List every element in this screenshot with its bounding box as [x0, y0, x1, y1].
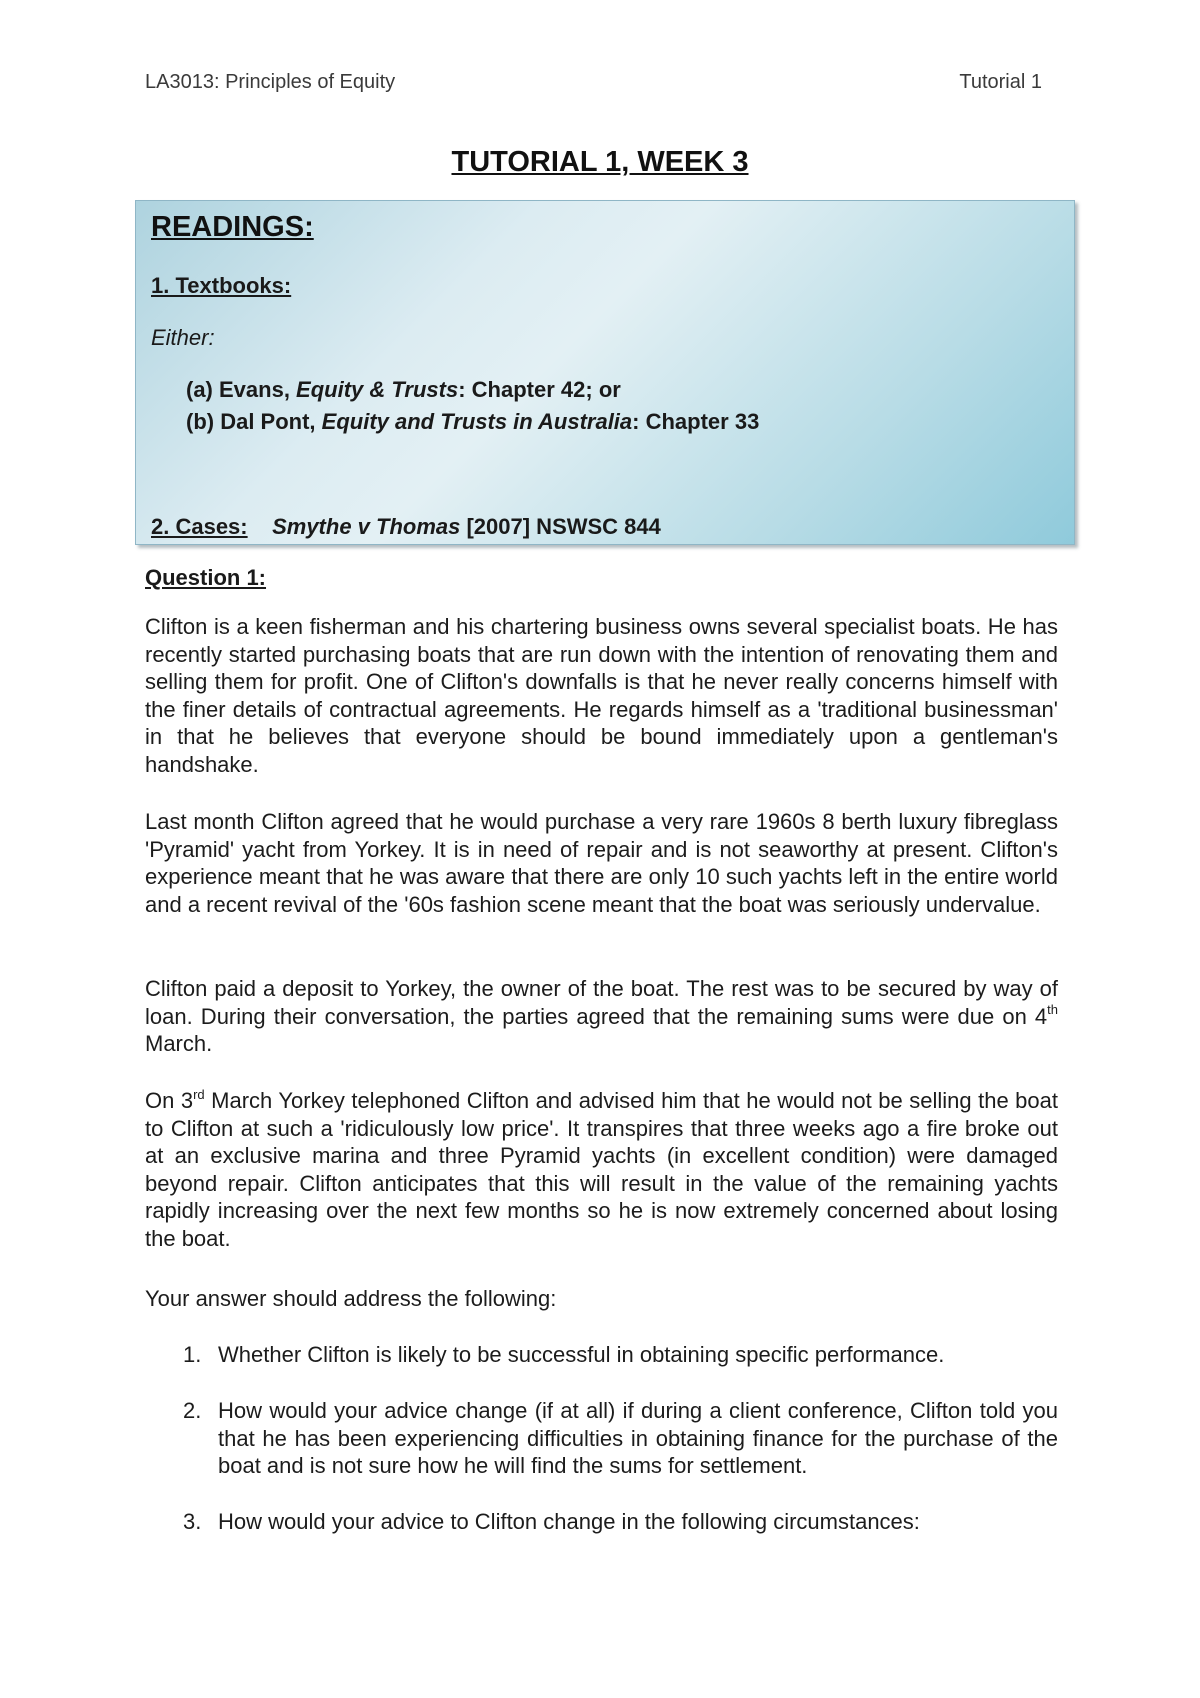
list-item-number: 2. — [183, 1398, 202, 1423]
case-name: Smythe v Thomas — [272, 514, 461, 539]
list-item-text: Whether Clifton is likely to be successful in obtaining specific performance. — [218, 1342, 945, 1367]
paragraph-5: Your answer should address the following: — [145, 1286, 557, 1311]
readings-box — [135, 200, 1075, 545]
cases-line — [151, 514, 661, 540]
paragraph-1: Clifton is a keen fisherman and his chartering business owns several specialist boats. He has recently started purchasing boats that are run down with the intention of renovating them and selling them for profit. One of Clifton's downfalls is that he never really concerns himself with the finer details of contractual agreements. He regards himself as a 'traditional businessman' in that he believes that everyone should be bound immediately upon a gentleman's handshake. — [145, 614, 1058, 777]
paragraph-3-superscript: th — [1047, 1002, 1058, 1018]
reading-ref-b — [186, 409, 759, 435]
ref-b-suffix: : Chapter 33 — [632, 409, 760, 434]
paragraph-4-superscript: rd — [193, 1086, 205, 1102]
ref-a-prefix: (a) Evans, — [186, 377, 297, 402]
cases-label: 2. Cases: — [151, 514, 248, 539]
question-heading: Question 1: — [145, 565, 267, 590]
ref-a-book-title: Equity & Trusts — [296, 377, 459, 402]
paragraph-4-text-b: March Yorkey telephoned Clifton and advised him that he would not be selling the boat to Clifton at such a 'ridiculously low price'. It transpires that three weeks ago a fire broke out at an exclusive marina and three Pyramid yachts (in excellent condition) were damaged beyond repair. Clifton anticipates that this will result in the value of the remaining yachts rapidly increasing over the next few months so he is now extremely concerned about losing the boat. — [145, 1088, 1059, 1251]
header-course-name: LA3013: Principles of Equity — [145, 71, 396, 93]
paragraph-4-text-a: On 3 — [145, 1088, 194, 1113]
paragraph-3 — [145, 975, 1058, 1058]
list-item-text: How would your advice to Clifton change in the following circumstances: — [218, 1509, 920, 1534]
list-item-number: 1. — [183, 1342, 202, 1367]
ref-b-book-title: Equity and Trusts in Australia — [321, 409, 633, 434]
either-label: Either: — [151, 325, 215, 350]
list-item-text: How would your advice change (if at all) if during a client conference, Clifton told you that he has been experiencing difficulties in obtaining finance for the purchase of the boat and is not sure how he will find the sums for settlement. — [218, 1398, 1058, 1479]
reading-ref-a — [186, 377, 621, 403]
header-tutorial-label: Tutorial 1 — [959, 71, 1042, 93]
paragraph-2: Last month Clifton agreed that he would purchase a very rare 1960s 8 berth luxury fibreglass 'Pyramid' yacht from Yorkey. It is in need of repair and is not seaworthy at present. Clifton's experience meant that he was aware that there are only 10 such yachts left in the entire world and a recent revival of the '60s fashion scene meant that the boat was seriously undervalue. — [145, 809, 1058, 917]
case-citation: [2007] NSWSC 844 — [460, 514, 661, 539]
paragraph-3-text-b: March. — [145, 1031, 213, 1057]
ref-b-prefix: (b) Dal Pont, — [186, 409, 322, 434]
page-title: TUTORIAL 1, WEEK 3 — [451, 146, 749, 178]
textbooks-label: 1. Textbooks: — [151, 273, 292, 298]
list-item-number: 3. — [183, 1509, 202, 1534]
paragraph-3-text-a: Clifton paid a deposit to Yorkey, the owner of the boat. The rest was to be secured by way of loan. During their conversation, the parties agreed that the remaining sums were due on 4 — [145, 976, 1058, 1029]
readings-heading: READINGS: — [151, 211, 314, 243]
ref-a-suffix: : Chapter 42; or — [458, 377, 621, 402]
paragraph-4 — [145, 1087, 1058, 1253]
